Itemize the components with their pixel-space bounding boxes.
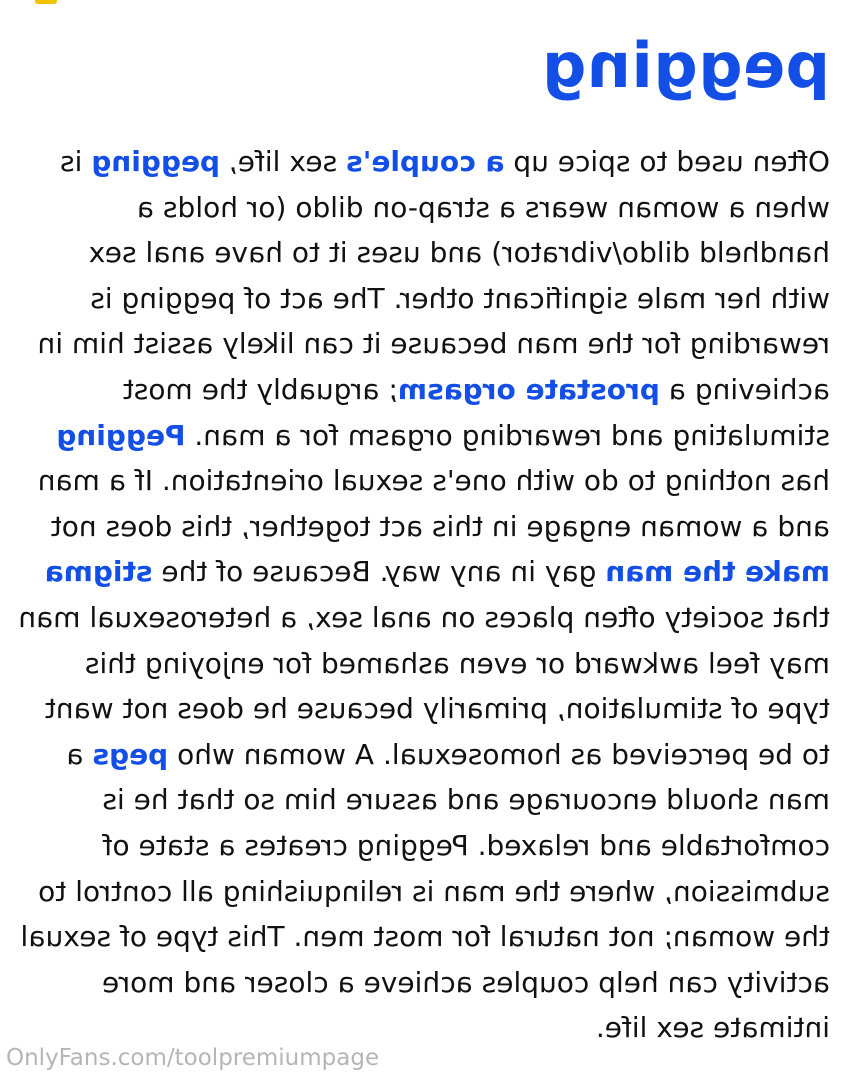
definition-link[interactable]: a couple's	[346, 145, 505, 178]
definition-segment: gay in any way. Because of the	[152, 555, 606, 589]
definition-link[interactable]: pegging	[91, 145, 220, 178]
definition-segment: type of stimulation, primarily because he does not want	[44, 692, 830, 726]
definition-segment: activity can help couples achieve a closer and more	[102, 965, 830, 999]
definition-segment: submission, where the man is relinquishing all control to	[38, 874, 830, 908]
definition-line	[30, 367, 830, 413]
definition-line	[18, 595, 830, 641]
definition-segment: a	[66, 737, 93, 771]
definition-line	[30, 960, 830, 1006]
definition-segment: with her male significant other. The act of pegging is	[90, 281, 830, 315]
definition-line	[30, 641, 830, 687]
definition-segment: intimate sex life.	[595, 1011, 830, 1045]
definition-line	[30, 276, 830, 322]
definition-line	[30, 185, 830, 231]
definition-segment: rewarding for the man because it can likely assist him in	[37, 327, 830, 361]
definition-segment: Often used to spice up	[504, 145, 830, 178]
definition-segment: that society often places on anal sex, a heterosexual man	[18, 600, 830, 634]
definition-segment: when a woman wears a strap-on dildo (or holds a	[136, 190, 830, 224]
entry-title: pegging	[541, 29, 830, 102]
definition-line	[30, 549, 830, 595]
definition-text	[18, 139, 830, 1051]
definition-segment: stimulating and rewarding orgasm for a man.	[185, 418, 830, 452]
definition-segment: the woman; not natural for most men. This type of sexual	[20, 920, 830, 954]
definition-link[interactable]: Pegging	[56, 418, 186, 452]
definition-segment: may feel awkward or even ashamed for enjoying this	[84, 646, 830, 680]
watermark: OnlyFans.com/toolpremiumpage	[6, 1045, 380, 1071]
definition-line	[30, 458, 830, 504]
definition-line	[30, 686, 830, 732]
definition-segment: and a woman engage in this act together, this does not	[50, 509, 830, 543]
definition-line	[30, 321, 830, 367]
definition-line	[30, 413, 830, 459]
definition-line	[20, 914, 830, 960]
definition-line	[30, 823, 830, 869]
corner-mark	[35, 0, 57, 4]
definition-link[interactable]: make the man	[605, 555, 830, 589]
definition-segment: is	[60, 145, 92, 178]
definition-line	[30, 732, 830, 778]
definition-link[interactable]: prostate orgasm	[397, 372, 660, 406]
definition-line	[30, 230, 830, 276]
definition-line	[30, 777, 830, 823]
definition-line	[30, 504, 830, 550]
definition-segment: ; arguably the most	[122, 372, 398, 406]
definition-link[interactable]: pegs	[92, 737, 169, 771]
definition-line	[30, 869, 830, 915]
definition-segment: sex life,	[219, 145, 347, 178]
definition-segment: comfortable and relaxed. Pegging creates a state of	[102, 828, 830, 862]
definition-segment: handheld dildo/vibrator) and uses it to have anal sex	[88, 236, 830, 270]
definition-segment: achieving a	[659, 372, 830, 406]
definition-link[interactable]: stigma	[44, 555, 153, 589]
definition-segment: has nothing to do with one's sexual orientation. If a man	[37, 464, 830, 498]
definition-segment: man should encourage and assure him so that he is	[102, 783, 830, 817]
definition-segment: to be perceived as homosexual. A woman who	[168, 737, 830, 771]
definition-line	[30, 139, 830, 185]
